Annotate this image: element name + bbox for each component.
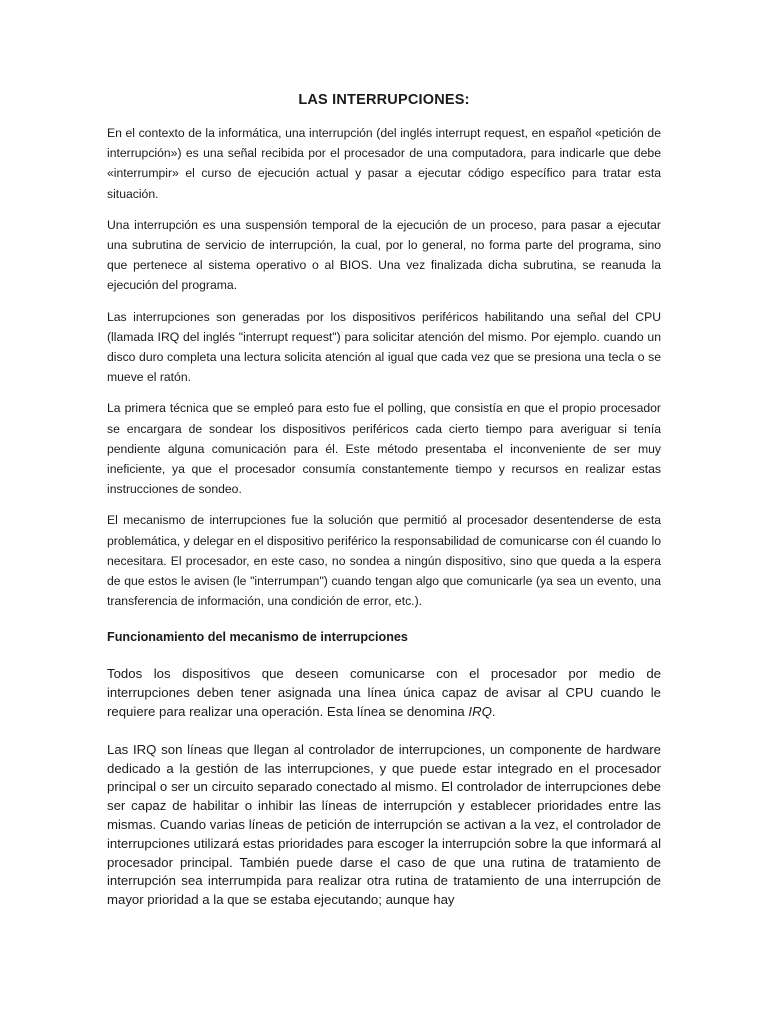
- paragraph-polling: La primera técnica que se empleó para esto fue el polling, que consistía en que el propio procesador se encargara de sondear los dispositivos periféricos cada cierto tiempo para averiguar si tenía pendiente alguna comunicación para él. Este método presentaba el inconveniente de ser muy ineficiente, ya que el procesador consumía constantemente tiempo y recursos en realizar estas instrucciones de sondeo.: [107, 401, 661, 497]
- paragraph-irq-lines: [107, 665, 661, 721]
- paragraph-irq-text: Todos los dispositivos que deseen comunicarse con el procesador por medio de interrupciones deben tener asignada una línea única capaz de avisar al CPU cuando le requiere para realizar una operación. Esta línea se denomina: [107, 666, 661, 720]
- paragraph-generation: Las interrupciones son generadas por los dispositivos periféricos habilitando una señal del CPU (llamada IRQ del inglés "interrupt request") para solicitar atención del mismo. Por ejemplo. cuando un disco duro completa una lectura solicita atención al igual que cada vez que se presiona una tecla o se mueve el ratón.: [107, 309, 661, 385]
- document-body: [107, 92, 661, 929]
- paragraph-irq-end: .: [491, 704, 496, 720]
- section-heading: Funcionamiento del mecanismo de interrupciones: [107, 630, 408, 645]
- paragraph-irq-controller: Las IRQ son líneas que llegan al controlador de interrupciones, un componente de hardware dedicado a la gestión de las interrupciones, y que puede estar integrado en el procesador principal o ser un circuito separado conectado al mismo. El controlador de interrupciones debe ser capaz de habilitar o inhibir las líneas de interrupción y establecer prioridades entre las mismas. Cuando varias líneas de petición de interrupción se activan a la vez, el controlador de interrupciones utilizará estas prioridades para escoger la interrupción sobre la que informará al procesador principal. También puede darse el caso de que una rutina de tratamiento de interrupción sea interrumpida para realizar otra rutina de tratamiento de una interrupción de mayor prioridad a la que se estaba ejecutando; aunque hay: [107, 741, 661, 908]
- irq-term: IRQ: [468, 704, 492, 720]
- paragraph-mechanism: El mecanismo de interrupciones fue la solución que permitió al procesador desentenderse de esta problemática, y delegar en el dispositivo periférico la responsabilidad de comunicarse con él cuando lo necesitara. El procesador, en este caso, no sondea a ningún dispositivo, sino que queda a la espera de que estos le avisen (le "interrumpan") cuando tengan algo que comunicarle (ya sea un evento, una transferencia de información, una condición de error, etc.).: [107, 513, 661, 609]
- document-title: LAS INTERRUPCIONES:: [298, 92, 470, 108]
- paragraph-definition: En el contexto de la informática, una interrupción (del inglés interrupt request, en español «petición de interrupción») es una señal recibida por el procesador de una computadora, para indicarle que debe «interrumpir» el curso de ejecución actual y pasar a ejecutar código específico para tratar esta situación.: [107, 126, 661, 201]
- paragraph-suspension: Una interrupción es una suspensión temporal de la ejecución de un proceso, para pasar a ejecutar una subrutina de servicio de interrupción, la cual, por lo general, no forma parte del programa, sino que pertenece al sistema operativo o al BIOS. Una vez finalizada dicha subrutina, se reanuda la ejecución del programa.: [107, 217, 661, 293]
